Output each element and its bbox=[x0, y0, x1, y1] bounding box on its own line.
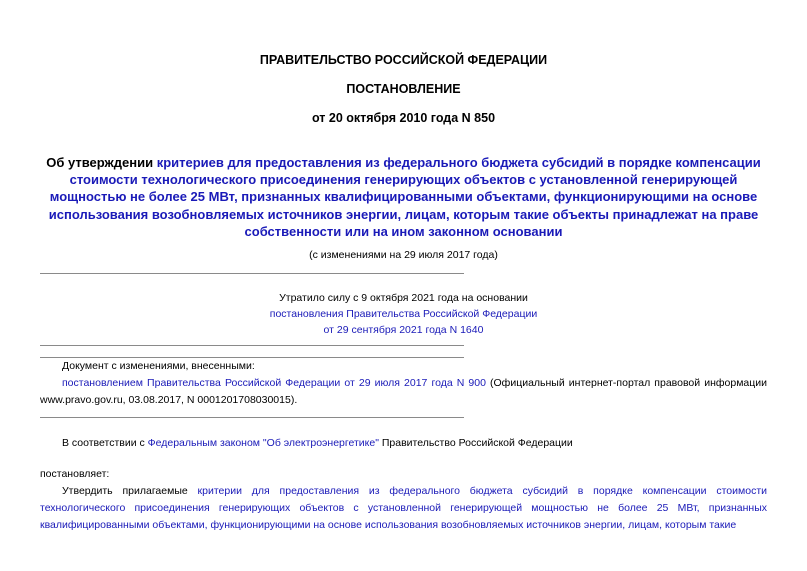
federal-law-link[interactable]: Федеральным законом "Об электроэнергетике" bbox=[147, 437, 379, 449]
title-prefix: Об утверждении bbox=[46, 155, 157, 170]
basis-paragraph bbox=[40, 435, 767, 452]
repealed-note: Утратило силу с 9 октября 2021 года на основании bbox=[279, 292, 528, 304]
document-title bbox=[40, 154, 767, 240]
divider bbox=[40, 417, 464, 418]
changes-intro: Документ с изменениями, внесенными: bbox=[62, 360, 255, 372]
approve-paragraph bbox=[40, 483, 767, 534]
amended-note: (с изменениями на 29 июля 2017 года) bbox=[309, 249, 498, 261]
basis-prefix: В соответствии с bbox=[62, 437, 148, 449]
divider bbox=[40, 273, 464, 274]
date-number-heading: от 20 октября 2010 года N 850 bbox=[311, 111, 496, 125]
issuer-heading: ПРАВИТЕЛЬСТВО РОССИЙСКОЙ ФЕДЕРАЦИИ bbox=[259, 53, 548, 67]
basis-suffix: Правительство Российской Федерации bbox=[378, 437, 573, 449]
criteria-link[interactable]: критерии для предоставления из федерального бюджета субсидий в порядке компенсации стоимости технологического присоединения генерирующих объектов с установленной генерирующей мощностью не более 25 МВт, признанных квалифицированными объектами, функционирующими на основе использования возобновляемых источников энергии, лицам, которым такие bbox=[40, 485, 767, 531]
document-type-heading: ПОСТАНОВЛЕНИЕ bbox=[346, 82, 461, 96]
changes-paragraph bbox=[40, 375, 767, 409]
repealed-link-line bbox=[40, 307, 767, 321]
divider bbox=[40, 345, 464, 346]
decrees-line: постановляет: bbox=[40, 468, 110, 480]
title-criteria-link[interactable]: критериев для предоставления из федерального бюджета субсидий в порядке компенсации стоимости технологического присоединения генерирующих объектов с установленной генерирующей мощностью не более 25 МВт, признанных квалифицированными объектами, функционирующими на основе использования возобновляемых источников энергии, лицам, которым такие объекты принадлежат на праве собственности или на ином законном основании bbox=[48, 155, 761, 239]
amending-decree-link[interactable]: постановлением Правительства Российской Федерации от 29 июля 2017 года N 900 bbox=[62, 377, 486, 389]
repealed-link-line bbox=[40, 323, 767, 337]
approve-prefix: Утвердить прилагаемые bbox=[62, 485, 198, 497]
repealing-decree-date-link[interactable]: от 29 сентября 2021 года N 1640 bbox=[323, 324, 484, 336]
repealing-decree-link[interactable]: постановления Правительства Российской Федерации bbox=[269, 308, 538, 320]
publication-source: (Официальный интернет-портал правовой информации www.pravo.gov.ru, 03.08.2017, N 0001201708030015). bbox=[40, 377, 768, 406]
